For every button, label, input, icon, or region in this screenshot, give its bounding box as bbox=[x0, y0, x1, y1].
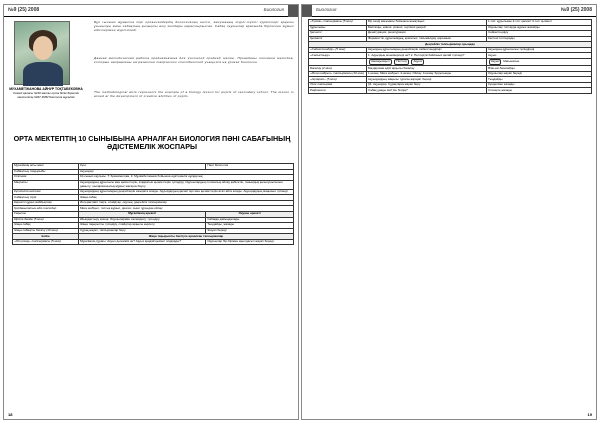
plan-header-cell: Оқушы әрекеті bbox=[206, 212, 294, 218]
row-key: «Ақпарат» (5 мин) bbox=[309, 77, 367, 83]
plan-header-cell: Уақыты bbox=[13, 212, 79, 218]
row-value: Пәні: Биология bbox=[206, 164, 294, 170]
diagram-box-right: Ақуыз bbox=[413, 59, 422, 64]
table-row bbox=[309, 88, 592, 94]
row-value: Ұйымдастыру кезеңі. Оқушылармен сәлемдесу, түгендеу. bbox=[79, 217, 206, 223]
row-value: Жауап береді bbox=[206, 228, 294, 234]
row-value: Сабаққа дайындалады bbox=[206, 217, 294, 223]
row-value: Оқушылар топтарда жұмыс жасайды. bbox=[487, 25, 592, 31]
row-key: Бағалау (2 мин) bbox=[309, 66, 367, 72]
row-value: Ақуыздардың маңызы туралы ақпарат береді bbox=[367, 77, 487, 83]
abstract-kz: Бұл ғылыми жұмыста тірі организмдердің биологиялық негізі, жасушаның түрлі-түсті суреттері арқылы ұғынылуы және сабақтың қызықты өту жолдары қарастырылған. Сабақ оқушылар арасында бірлескен жұмыс әдістерімен жүргізіледі. bbox=[94, 20, 294, 32]
abstract-en: The methodological work represents the example of a biology lesson for pupils of secondary school. The lesson is aimed at the development of creative abilities of pupils. bbox=[94, 90, 294, 98]
magazine-brand: Биология bbox=[263, 7, 284, 12]
row-key: Сілтеме bbox=[13, 175, 79, 181]
row-key: Рефлексия bbox=[309, 88, 367, 94]
row-value: Ақуыздардың құрылымдық деңгейлерін ажырата алады. Ақуыздардың қасиеттері мен қызметтерін атап айта алады. Ақуыздардың маңызын түсінеді. bbox=[79, 189, 294, 195]
row-value: Оқушылар жауап береді bbox=[487, 71, 592, 77]
row-key: «Ой қозғау» тапсырмасы (5 мин) bbox=[13, 239, 79, 245]
row-value: Жаңа сабақ bbox=[79, 195, 294, 201]
row-value: Күнделікке жазады bbox=[487, 82, 592, 88]
author-photo-body bbox=[23, 62, 63, 86]
row-value: Жаңа тақырыпты түсіндіру, слайдтар арқылы көрсету. bbox=[79, 223, 206, 229]
diagram-center: Ақуыз bbox=[491, 59, 500, 64]
left-page-header bbox=[4, 5, 298, 17]
left-page bbox=[3, 4, 299, 420]
row-key: «Миға шабуыл» тапсырмасы (10 мин) bbox=[309, 71, 367, 77]
row-value: Денатурация, ренатурация bbox=[367, 31, 487, 37]
row-value: §4. Ақуыздар. Сұрақтарға жауап беру bbox=[367, 82, 487, 88]
row-key: «Салыстыру» bbox=[309, 53, 367, 59]
diagram-box-left: Аминқышқыл bbox=[371, 59, 390, 64]
lesson-plan-continued-table bbox=[308, 19, 592, 94]
row-value: Ферменттік, құрылымдық, қозғалыс, тасымалдау, қорғаныш bbox=[367, 36, 487, 42]
author-photo-face bbox=[33, 36, 53, 60]
row-value: Сәйкестендіру bbox=[487, 31, 592, 37]
table-row bbox=[13, 180, 294, 189]
row-value: 1-топ: құрылымы 2-топ: қасиеті 3-топ: қызметі bbox=[487, 20, 592, 26]
row-value: Тыңдайды, жазады bbox=[206, 223, 294, 229]
row-value: Ақуыз bbox=[487, 53, 592, 59]
row-value: Оқушылар бір-бірімен ақылдасып жауап береді. bbox=[206, 239, 294, 245]
issue-number: №9 (25) 2008 bbox=[560, 7, 592, 13]
row-key: Қасиеті bbox=[309, 31, 367, 37]
section-header: Деңгейлік тапсырмалар орындау bbox=[309, 42, 592, 48]
row-value: Ақуыздардың құрылысы мен қасиеттерін, атқаратын қызметтерін түсіндіру. Оқушылардың логикалық ойлау қабілетін, танымдық қызығушылығын дамыту; шығармашылық жұмыс жасауға баулу. bbox=[79, 180, 294, 189]
row-value: 10-сынып оқулығы. Т. Қожахметова, К. Мұхамбетжанов бойынша әдістемелік нұсқаулық. bbox=[79, 175, 294, 181]
row-value: Миға шабуыл, топтық жұмыс, диалог, сыни тұрғыдан ойлау bbox=[79, 206, 294, 212]
page-number: 19 bbox=[587, 412, 592, 417]
magazine-brand: Биология bbox=[316, 7, 337, 12]
row-value: Ақуыздың құрылысын түсіндіреді bbox=[487, 47, 592, 53]
author-photo bbox=[14, 21, 70, 85]
row-value: Сабақ ұнады ма? Не білдің? bbox=[367, 88, 487, 94]
article-title: ОРТА МЕКТЕПТІҢ 10 СЫНЫБЫНА АРНАЛҒАН БИОЛОГИЯ ПӘНІ САБАҒЫНЫҢ ӘДІСТЕМЕЛІК ЖОСПАРЫ bbox=[13, 134, 291, 152]
author-affiliation: Семей қаласы №30 жалпы орта білім беретін мектептің №67 КММ биология мұғалімі bbox=[13, 91, 79, 99]
row-key: Мұғалімнің аты-жөні bbox=[13, 164, 79, 170]
row-key: Күтілетін нәтиже bbox=[13, 189, 79, 195]
table-row bbox=[13, 239, 294, 245]
section-header: Білім bbox=[13, 234, 79, 240]
plan-header-cell: Мұғалімнің әрекеті bbox=[79, 212, 206, 218]
row-key: Жаңа сабақ bbox=[13, 223, 79, 229]
abstract-ru: Данная методическая работа предназначена для учителей средней школы. Приведены описания методов, которые направлены на развитие творческих способностей учащихся на уроках биологии. bbox=[94, 56, 294, 64]
row-value: Интерактивті тақта, слайдтар, оқулық, деңгейлік тапсырмалар bbox=[79, 200, 294, 206]
row-key: Қолданылатын әдіс-тәсілдер bbox=[13, 206, 79, 212]
header-tab bbox=[302, 5, 312, 17]
row-value: Сұрақ-жауап, тапсырмалар беру. bbox=[79, 228, 206, 234]
right-page bbox=[301, 4, 597, 420]
row-value: Күні: bbox=[79, 164, 206, 170]
row-key: «Сәйкестендіру» (5 мин) bbox=[309, 47, 367, 53]
row-value: Ақуыздар bbox=[79, 169, 294, 175]
page-number: 18 bbox=[8, 412, 13, 417]
row-value: Ақуыздың құрылымдық деңгейлерін сәйкестендіріңіз bbox=[367, 47, 487, 53]
row-key: Қызметі bbox=[309, 36, 367, 42]
right-page-header bbox=[302, 5, 596, 17]
row-key: Кіріспе бөлімі (5 мин) bbox=[13, 217, 79, 223]
diagram-label: Мағынасын bbox=[503, 59, 520, 64]
issue-number: №9 (25) 2008 bbox=[8, 7, 40, 13]
row-key: Керекті құрал-жабдықтар bbox=[13, 200, 79, 206]
row-key: Мақсаты bbox=[13, 180, 79, 189]
row-value: Тыңдайды bbox=[487, 77, 592, 83]
row-value: Бір сөзді мағынасы бойынша анықтаңыз bbox=[367, 20, 487, 26]
row-key: Құрылымы bbox=[309, 25, 367, 31]
diagram-key bbox=[309, 58, 367, 66]
row-value: Кестені толтырады bbox=[487, 36, 592, 42]
row-value: 1. Ақуыздың мономерлері не? 2. Пептидтік байланыс қалай түзіледі? bbox=[367, 53, 487, 59]
row-value: 1-кезең: Миға шабуыл. 2-кезең: Ойлау. 3-кезең: Қорытынды bbox=[367, 71, 487, 77]
header-tab bbox=[288, 5, 298, 17]
row-key: «Түсінік» тапсырмасы (5 мин) bbox=[309, 20, 367, 26]
row-value: Бастапқы, екінші, үшінші, төртінші деңгей bbox=[367, 25, 487, 31]
row-key: Сабақтың тақырыбы bbox=[13, 169, 79, 175]
diagram-box-mid: Пептид bbox=[396, 59, 407, 64]
row-value: Бағдаршам әдісі арқылы бағалау bbox=[367, 66, 487, 72]
row-value: Стикерге жазады bbox=[487, 88, 592, 94]
concept-diagram bbox=[367, 58, 487, 66]
diagram-label-cell bbox=[487, 58, 592, 66]
row-key: Сабақтың түрі bbox=[13, 195, 79, 201]
diagram-row bbox=[309, 58, 592, 66]
section-subheader: Жаңа тақырыпты бекітуге арналған тапсырмалар bbox=[79, 234, 294, 240]
row-value: Өзін-өзі бағалайды bbox=[487, 66, 592, 72]
lesson-plan-table bbox=[12, 163, 294, 245]
row-key: Жаңа сабақты бекіту (10 мин) bbox=[13, 228, 79, 234]
author-name: МУХАМЕТЖАНОВА АЙНУР ТОҚТАБЕКОВНА bbox=[9, 87, 83, 91]
row-key: Үйге тапсырма bbox=[309, 82, 367, 88]
row-value: Мұғалімнің сұрағы: Ақуыз дегеніміз не? Ақуыз қандай қызмет атқарады? bbox=[79, 239, 206, 245]
